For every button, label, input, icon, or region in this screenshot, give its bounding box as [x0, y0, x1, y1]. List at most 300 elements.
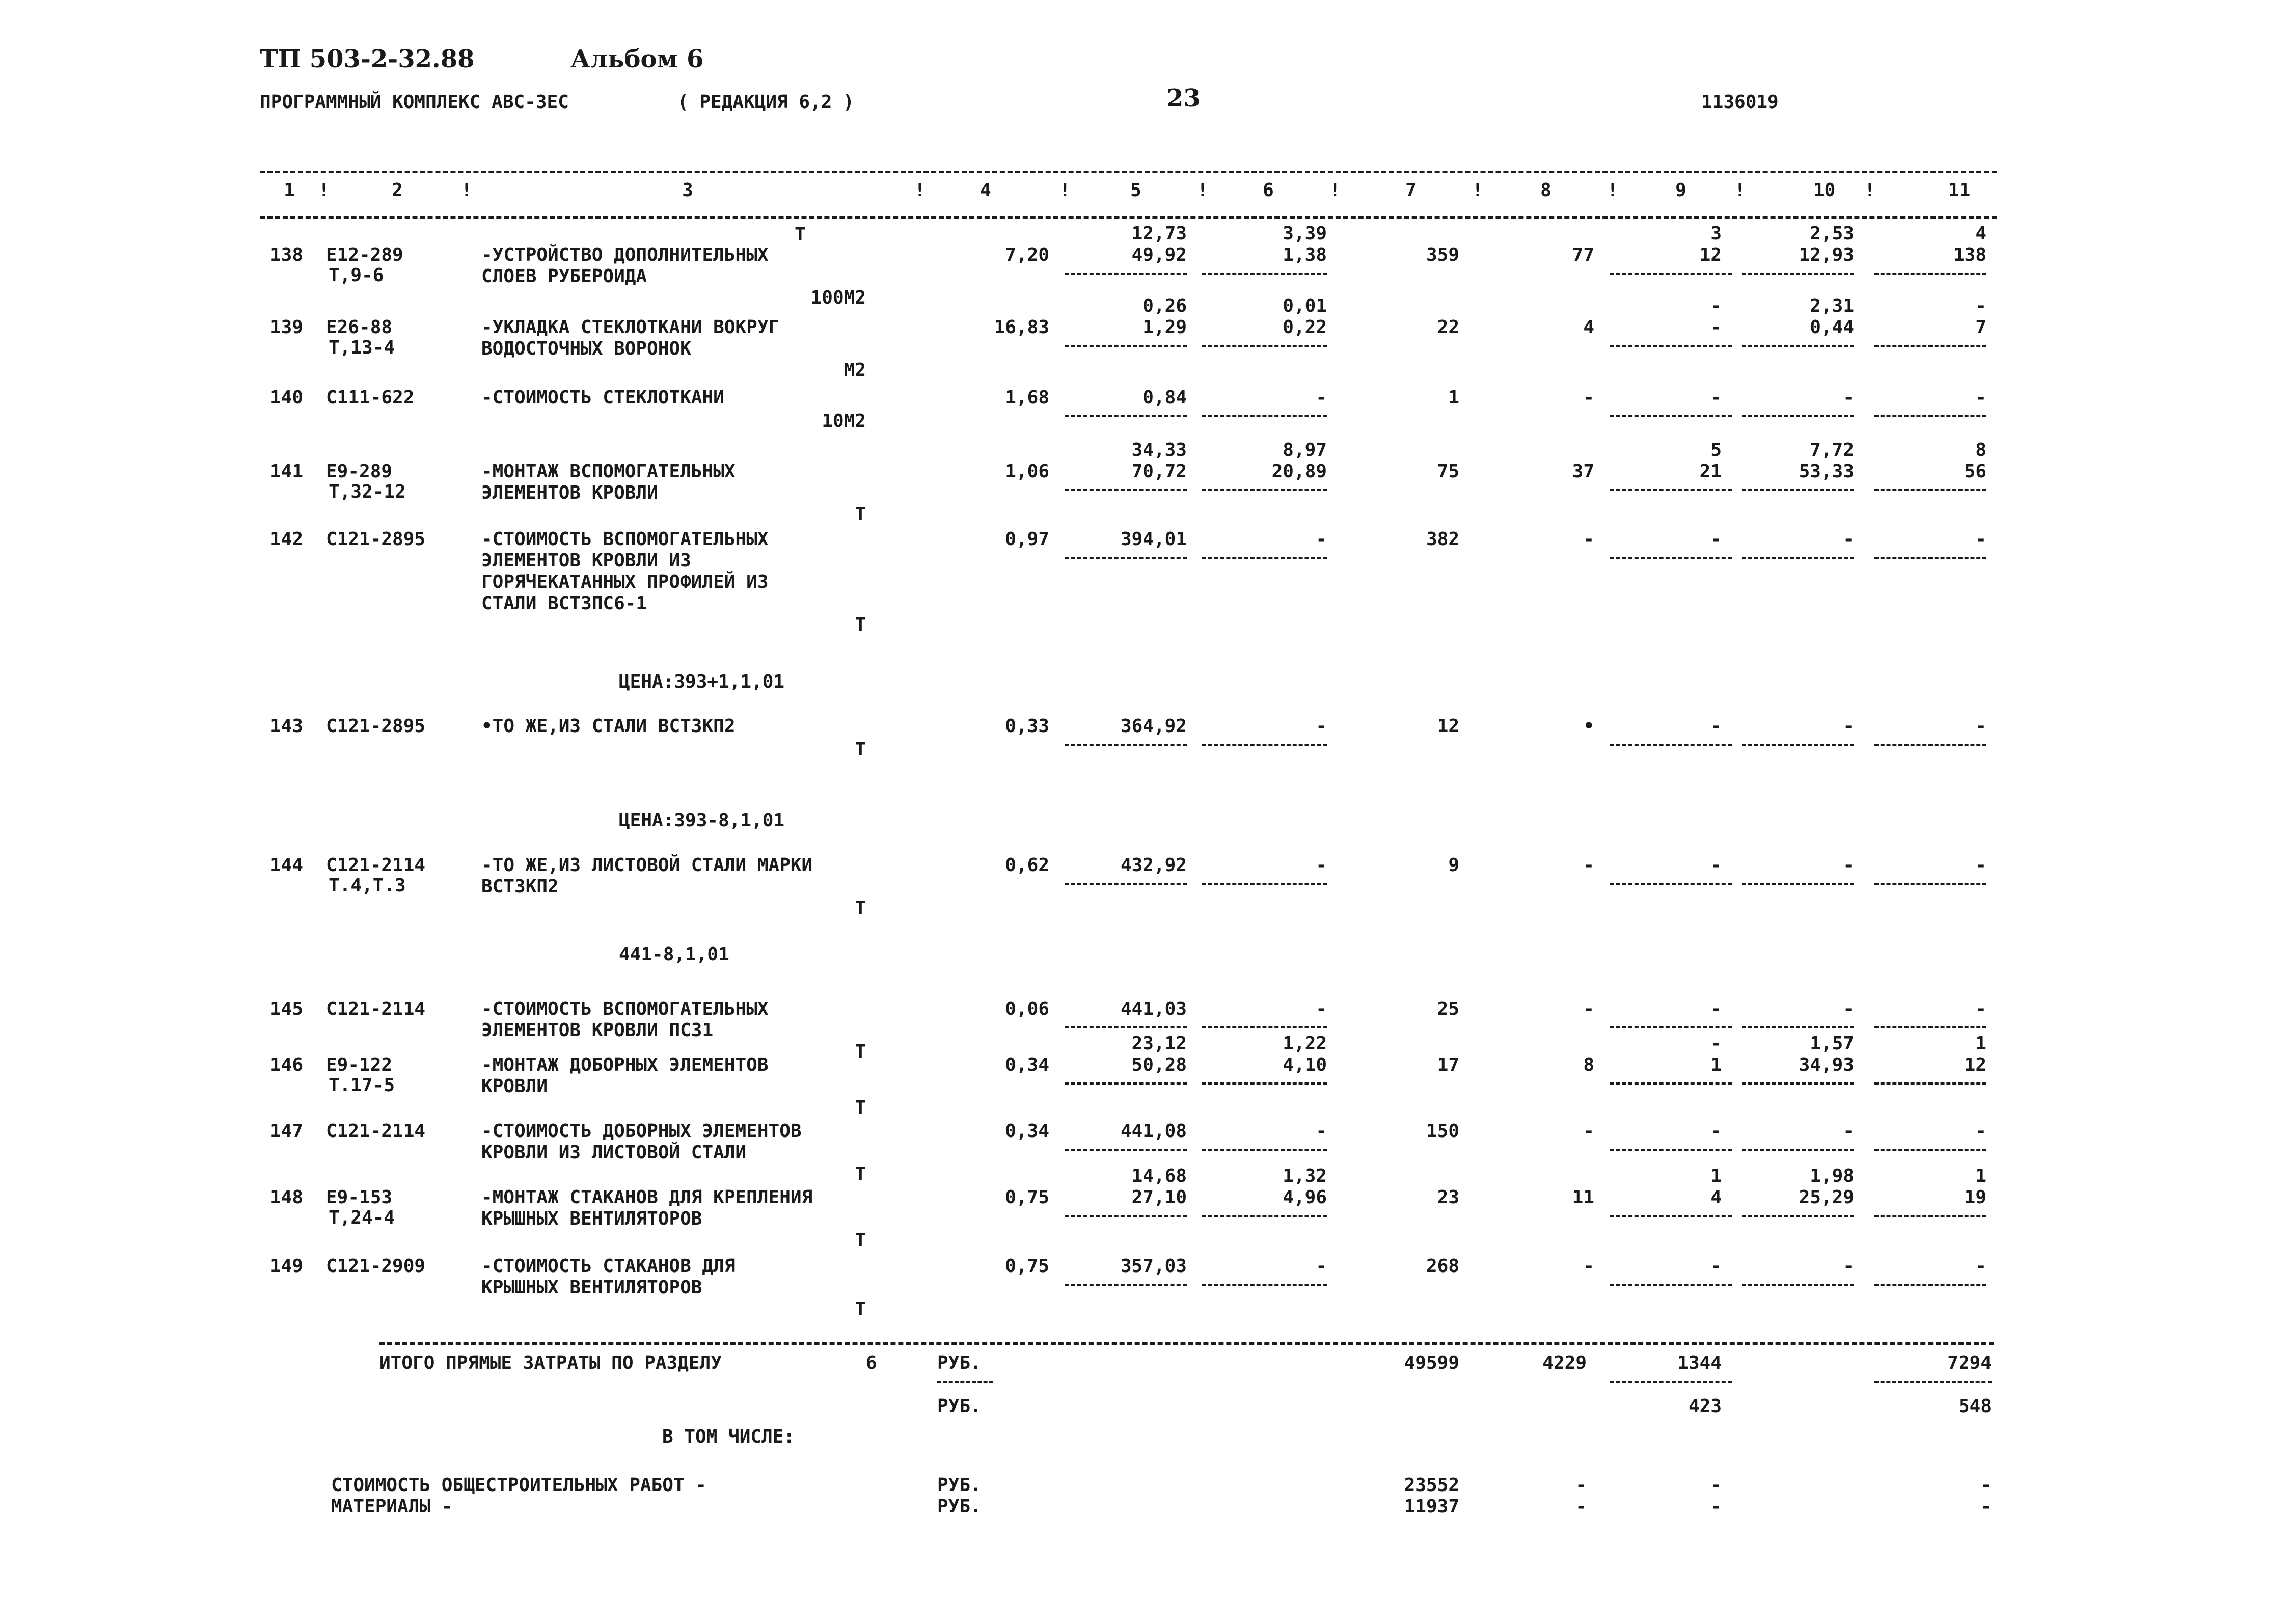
currency-label: РУБ. [937, 1396, 982, 1417]
summary-item-dash: - [1710, 1475, 1722, 1496]
page-number: 23 [1166, 84, 1201, 113]
labor-unit: - [1843, 529, 1854, 550]
quantity: 0,75 [1005, 1187, 1049, 1208]
summary-labor-sub: 548 [1958, 1396, 1992, 1417]
row-number: 141 [270, 461, 304, 482]
unit-price-wages: 23,12 [1131, 1033, 1187, 1054]
value-underline [1610, 557, 1732, 559]
machine-wages-sub: 5 [1710, 440, 1722, 461]
labor-unit: - [1843, 716, 1854, 737]
row-description: СЛОЕВ РУБЕРОИДА [481, 266, 647, 287]
summary-item-dash: - [1980, 1475, 1992, 1496]
unit-of-measure: Т [855, 1230, 866, 1251]
labor-total: - [1975, 855, 1986, 876]
row-number: 140 [270, 387, 304, 408]
machine-cost: 1,38 [1283, 245, 1327, 265]
machine-wages: - [1710, 317, 1722, 338]
total-cost: 382 [1426, 529, 1459, 550]
total-cost: 268 [1426, 1256, 1459, 1277]
value-underline [1065, 883, 1187, 885]
value-underline [1202, 415, 1327, 417]
labor-total: - [1975, 998, 1986, 1019]
total-cost: 23 [1437, 1187, 1459, 1208]
labor-total: - [1975, 1256, 1986, 1277]
value-underline [1742, 489, 1854, 491]
labor-unit: - [1843, 1121, 1854, 1142]
row-number: 144 [270, 855, 304, 876]
column-separator: ! [1734, 180, 1746, 201]
value-underline [1874, 1149, 1986, 1151]
value-underline [1610, 744, 1732, 746]
row-number: 138 [270, 245, 304, 265]
value-underline [1610, 345, 1732, 347]
row-number: 142 [270, 529, 304, 550]
unit-price: 441,08 [1120, 1121, 1187, 1142]
norm-table-ref: Т,13-4 [329, 337, 395, 358]
value-underline [1874, 1284, 1986, 1286]
norm-code: С121-2895 [326, 716, 426, 737]
value-underline [1610, 415, 1732, 417]
section-number: 6 [866, 1352, 877, 1373]
machine-wages-unit: 1,32 [1283, 1166, 1327, 1186]
labor-total: 138 [1953, 245, 1986, 265]
value-underline [1202, 883, 1327, 885]
value-underline [1874, 1381, 1992, 1383]
value-underline [1610, 1215, 1732, 1217]
price-note: 441-8,1,01 [619, 944, 729, 965]
quantity: 1,06 [1005, 461, 1049, 482]
value-underline [1065, 557, 1187, 559]
doc-code: ТП 503-2-32.88 [260, 45, 475, 73]
total-cost: 9 [1448, 855, 1459, 876]
labor-total: 7 [1975, 317, 1986, 338]
unit-of-measure: М2 [843, 360, 866, 381]
machine-wages-sub: - [1710, 295, 1722, 316]
labor-unit-sub: 2,53 [1810, 223, 1854, 244]
labor-total: - [1975, 716, 1986, 737]
norm-table-ref: Т,24-4 [329, 1207, 395, 1228]
summary-item-unit: РУБ. [937, 1475, 982, 1496]
machine-cost: - [1316, 1256, 1327, 1277]
norm-code: Е9-153 [326, 1187, 393, 1208]
row-description: -МОНТАЖ СТАКАНОВ ДЛЯ КРЕПЛЕНИЯ [481, 1187, 813, 1208]
table-top-rule [260, 171, 1997, 173]
machine-cost: 4,10 [1283, 1054, 1327, 1075]
row-description: -СТОИМОСТЬ ВСПОМОГАТЕЛЬНЫХ [481, 998, 769, 1019]
row-number: 143 [270, 716, 304, 737]
value-underline [1610, 1082, 1732, 1085]
value-underline [1742, 1149, 1854, 1151]
in-that-label: В ТОМ ЧИСЛЕ: [662, 1426, 795, 1447]
unit-of-measure: Т [855, 1163, 866, 1184]
unit-of-measure: Т [855, 1041, 866, 1062]
total-cost: 150 [1426, 1121, 1459, 1142]
value-underline [1742, 273, 1854, 275]
labor-unit: - [1843, 1256, 1854, 1277]
value-underline [1202, 1082, 1327, 1085]
labor-total: - [1975, 387, 1986, 408]
machine-cost: - [1316, 529, 1327, 550]
value-underline [1874, 415, 1986, 417]
row-description: КРОВЛИ ИЗ ЛИСТОВОЙ СТАЛИ [481, 1142, 747, 1163]
machine-wages: 12 [1699, 245, 1722, 265]
row-description: •ТО ЖЕ,ИЗ СТАЛИ ВСТ3КП2 [481, 716, 736, 737]
labor-total-sub: 4 [1975, 223, 1986, 244]
row-description: -МОНТАЖ ДОБОРНЫХ ЭЛЕМЕНТОВ [481, 1054, 769, 1075]
unit-of-measure: Т [855, 739, 866, 760]
unit-price: 441,03 [1120, 998, 1187, 1019]
quantity: 1,68 [1005, 387, 1049, 408]
row-description: ВСТ3КП2 [481, 876, 559, 897]
norm-code: Е12-289 [326, 245, 403, 265]
currency-underline [937, 1381, 993, 1383]
labor-total: 19 [1964, 1187, 1986, 1208]
column-header-7: 7 [1405, 180, 1417, 201]
row-description: -СТОИМОСТЬ ДОБОРНЫХ ЭЛЕМЕНТОВ [481, 1121, 802, 1142]
value-underline [1610, 273, 1732, 275]
norm-code: С121-2895 [326, 529, 426, 550]
labor-total-sub: - [1975, 295, 1986, 316]
quantity: 7,20 [1005, 245, 1049, 265]
price-note: ЦЕНА:393-8,1,01 [619, 810, 785, 831]
row-description: КРЫШНЫХ ВЕНТИЛЯТОРОВ [481, 1208, 702, 1229]
machine-wages: - [1710, 1121, 1722, 1142]
total-cost: 12 [1437, 716, 1459, 737]
column-separator: ! [1059, 180, 1071, 201]
summary-machine-wages-sub: 423 [1688, 1396, 1722, 1417]
value-underline [1874, 1082, 1986, 1085]
unit-price-wages: 12,73 [1131, 223, 1187, 244]
quantity: 0,97 [1005, 529, 1049, 550]
norm-code: С121-2909 [326, 1256, 426, 1277]
total-cost: 25 [1437, 998, 1459, 1019]
value-underline [1874, 1215, 1986, 1217]
machine-cost: - [1316, 387, 1327, 408]
labor-total-sub: 1 [1975, 1033, 1986, 1054]
row-number: 139 [270, 317, 304, 338]
value-underline [1065, 1082, 1187, 1085]
row-number: 146 [270, 1054, 304, 1075]
column-separator: ! [318, 180, 330, 201]
value-underline [1874, 883, 1986, 885]
unit-price-wages: 34,33 [1131, 440, 1187, 461]
value-underline [1742, 1026, 1854, 1028]
unit-price: 0,84 [1142, 387, 1187, 408]
price-note: ЦЕНА:393+1,1,01 [619, 671, 785, 692]
column-separator: ! [461, 180, 472, 201]
value-underline [1065, 345, 1187, 347]
value-underline [1202, 1215, 1327, 1217]
value-underline [1065, 1026, 1187, 1028]
summary-item-value: 23552 [1404, 1475, 1459, 1496]
column-header-8: 8 [1540, 180, 1552, 201]
machine-cost: - [1316, 998, 1327, 1019]
row-description: ГОРЯЧЕКАТАННЫХ ПРОФИЛЕЙ ИЗ [481, 572, 769, 592]
value-underline [1610, 883, 1732, 885]
unit-price: 394,01 [1120, 529, 1187, 550]
machine-wages: 4 [1710, 1187, 1722, 1208]
total-cost: 1 [1448, 387, 1459, 408]
machine-wages: - [1710, 716, 1722, 737]
labor-unit: - [1843, 998, 1854, 1019]
wages-total: 77 [1572, 245, 1594, 265]
value-underline [1610, 489, 1732, 491]
machine-wages: - [1710, 855, 1722, 876]
value-underline [1202, 1149, 1327, 1151]
wages-total: 8 [1583, 1054, 1594, 1075]
machine-wages-unit: 0,01 [1283, 295, 1327, 316]
summary-item-dash: - [1575, 1496, 1587, 1517]
unit-of-measure: 10М2 [822, 411, 866, 431]
wages-total: - [1583, 529, 1594, 550]
labor-total-sub: 1 [1975, 1166, 1986, 1186]
summary-item-dash: - [1575, 1475, 1587, 1496]
value-underline [1065, 273, 1187, 275]
quantity: 0,33 [1005, 716, 1049, 737]
norm-code: С121-2114 [326, 998, 426, 1019]
value-underline [1202, 744, 1327, 746]
machine-cost: 4,96 [1283, 1187, 1327, 1208]
program-name: ПРОГРАММНЫЙ КОМПЛЕКС АВС-ЗЕС [260, 92, 569, 113]
row-description: КРОВЛИ [481, 1076, 548, 1097]
machine-wages: - [1710, 1256, 1722, 1277]
total-label: ИТОГО ПРЯМЫЕ ЗАТРАТЫ ПО РАЗДЕЛУ [379, 1352, 722, 1373]
row-number: 147 [270, 1121, 304, 1142]
value-underline [1065, 1284, 1187, 1286]
row-number: 145 [270, 998, 304, 1019]
value-underline [1742, 1284, 1854, 1286]
value-underline [1742, 557, 1854, 559]
wages-total: 11 [1572, 1187, 1594, 1208]
column-separator: ! [914, 180, 926, 201]
machine-cost: - [1316, 1121, 1327, 1142]
row-description: -МОНТАЖ ВСПОМОГАТЕЛЬНЫХ [481, 461, 736, 482]
unit-price-wages: 0,26 [1142, 295, 1187, 316]
value-underline [1742, 744, 1854, 746]
unit-price-wages: 14,68 [1131, 1166, 1187, 1186]
norm-code: С111-622 [326, 387, 415, 408]
summary-labor: 7294 [1947, 1352, 1992, 1373]
column-separator: ! [1864, 180, 1875, 201]
norm-table-ref: Т,9-6 [329, 265, 384, 286]
value-underline [1874, 489, 1986, 491]
column-separator: ! [1197, 180, 1208, 201]
column-header-11: 11 [1948, 180, 1971, 201]
summary-rule [379, 1342, 1994, 1345]
value-underline [1874, 557, 1986, 559]
value-underline [1742, 1215, 1854, 1217]
wages-total: - [1583, 1121, 1594, 1142]
machine-cost: - [1316, 716, 1327, 737]
total-cost: 17 [1437, 1054, 1459, 1075]
labor-unit: 12,93 [1799, 245, 1854, 265]
unit-price: 357,03 [1120, 1256, 1187, 1277]
row-number: 148 [270, 1187, 304, 1208]
row-description: СТАЛИ ВСТ3ПС6-1 [481, 593, 647, 614]
norm-code: С121-2114 [326, 855, 426, 876]
summary-machine-wages: 1344 [1677, 1352, 1722, 1373]
value-underline [1202, 1284, 1327, 1286]
value-underline [1202, 489, 1327, 491]
value-underline [1874, 1026, 1986, 1028]
total-cost: 22 [1437, 317, 1459, 338]
labor-unit-sub: 7,72 [1810, 440, 1854, 461]
row-description: ВОДОСТОЧНЫХ ВОРОНОК [481, 338, 691, 359]
column-header-10: 10 [1813, 180, 1836, 201]
summary-item-label: СТОИМОСТЬ ОБЩЕСТРОИТЕЛЬНЫХ РАБОТ - [331, 1475, 706, 1496]
wages-total: • [1583, 716, 1594, 737]
summary-item-label: МАТЕРИАЛЫ - [331, 1496, 453, 1517]
value-underline [1202, 557, 1327, 559]
value-underline [1742, 883, 1854, 885]
value-underline [1610, 1149, 1732, 1151]
value-underline [1610, 1284, 1732, 1286]
wages-total: 4 [1583, 317, 1594, 338]
labor-unit: 25,29 [1799, 1187, 1854, 1208]
labor-unit-sub: 1,57 [1810, 1033, 1854, 1054]
row-number: 149 [270, 1256, 304, 1277]
table-header-rule [260, 216, 1997, 219]
machine-wages-unit: 3,39 [1283, 223, 1327, 244]
value-underline [1610, 1026, 1732, 1028]
column-header-3: 3 [682, 180, 693, 201]
labor-unit: - [1843, 855, 1854, 876]
value-underline [1065, 744, 1187, 746]
machine-wages: - [1710, 998, 1722, 1019]
column-separator: ! [1329, 180, 1341, 201]
value-underline [1742, 345, 1854, 347]
value-underline [1202, 273, 1327, 275]
wages-total: - [1583, 1256, 1594, 1277]
wages-total: 37 [1572, 461, 1594, 482]
machine-cost: 20,89 [1271, 461, 1327, 482]
value-underline [1065, 415, 1187, 417]
norm-code: Е9-122 [326, 1054, 393, 1075]
labor-total-sub: 8 [1975, 440, 1986, 461]
unit-of-measure: Т [855, 614, 866, 635]
machine-wages-sub: 3 [1710, 223, 1722, 244]
column-header-4: 4 [980, 180, 991, 201]
column-header-9: 9 [1675, 180, 1686, 201]
norm-table-ref: Т,32-12 [329, 481, 406, 502]
wages-total: - [1583, 855, 1594, 876]
quantity: 0,34 [1005, 1121, 1049, 1142]
row-description: -ТО ЖЕ,ИЗ ЛИСТОВОЙ СТАЛИ МАРКИ [481, 855, 813, 876]
row-description: ЭЛЕМЕНТОВ КРОВЛИ [481, 482, 658, 503]
labor-total: 12 [1964, 1054, 1986, 1075]
value-underline [1874, 345, 1986, 347]
labor-unit-sub: 1,98 [1810, 1166, 1854, 1186]
total-cost: 359 [1426, 245, 1459, 265]
unit-price: 432,92 [1120, 855, 1187, 876]
unit-price: 70,72 [1131, 461, 1187, 482]
quantity: 16,83 [994, 317, 1049, 338]
unit-price: 27,10 [1131, 1187, 1187, 1208]
row-description: -СТОИМОСТЬ ВСПОМОГАТЕЛЬНЫХ [481, 529, 769, 550]
machine-wages: - [1710, 387, 1722, 408]
machine-wages: 21 [1699, 461, 1722, 482]
currency-label: РУБ. [937, 1352, 982, 1373]
row-description: КРЫШНЫХ ВЕНТИЛЯТОРОВ [481, 1277, 702, 1298]
machine-wages-unit: 8,97 [1283, 440, 1327, 461]
machine-wages-unit: 1,22 [1283, 1033, 1327, 1054]
machine-wages: - [1710, 529, 1722, 550]
norm-table-ref: Т.17-5 [329, 1075, 395, 1096]
value-underline [1610, 1381, 1732, 1383]
labor-total: 56 [1964, 461, 1986, 482]
row-description: -УСТРОЙСТВО ДОПОЛНИТЕЛЬНЫХ [481, 245, 769, 265]
labor-unit: - [1843, 387, 1854, 408]
summary-item-unit: РУБ. [937, 1496, 982, 1517]
labor-unit: 0,44 [1810, 317, 1854, 338]
column-header-2: 2 [392, 180, 403, 201]
value-underline [1742, 1082, 1854, 1085]
row-description: ЭЛЕМЕНТОВ КРОВЛИ ПС31 [481, 1020, 714, 1041]
unit-of-measure: Т [855, 898, 866, 918]
unit-price: 50,28 [1131, 1054, 1187, 1075]
column-header-6: 6 [1263, 180, 1274, 201]
labor-unit: 53,33 [1799, 461, 1854, 482]
unit-price: 364,92 [1120, 716, 1187, 737]
column-header-5: 5 [1130, 180, 1141, 201]
row-description: -СТОИМОСТЬ СТАКАНОВ ДЛЯ [481, 1256, 736, 1277]
unit-marker: Т [795, 224, 806, 245]
summary-item-dash: - [1710, 1496, 1722, 1517]
machine-wages: 1 [1710, 1054, 1722, 1075]
edition-label: ( РЕДАКЦИЯ 6,2 ) [677, 92, 854, 113]
labor-unit: 34,93 [1799, 1054, 1854, 1075]
machine-wages-sub: - [1710, 1033, 1722, 1054]
norm-code: Е26-88 [326, 317, 393, 338]
unit-price: 1,29 [1142, 317, 1187, 338]
unit-of-measure: Т [855, 1097, 866, 1118]
quantity: 0,75 [1005, 1256, 1049, 1277]
machine-cost: 0,22 [1283, 317, 1327, 338]
unit-price: 49,92 [1131, 245, 1187, 265]
norm-table-ref: Т.4,Т.3 [329, 875, 406, 896]
value-underline [1874, 273, 1986, 275]
quantity: 0,06 [1005, 998, 1049, 1019]
wages-total: - [1583, 387, 1594, 408]
column-header-1: 1 [284, 180, 295, 201]
column-separator: ! [1472, 180, 1483, 201]
album-label: Альбом 6 [570, 45, 704, 73]
summary-item-value: 11937 [1404, 1496, 1459, 1517]
row-description: -УКЛАДКА СТЕКЛОТКАНИ ВОКРУГ [481, 317, 780, 338]
value-underline [1202, 345, 1327, 347]
summary-item-dash: - [1980, 1496, 1992, 1517]
value-underline [1202, 1026, 1327, 1028]
value-underline [1065, 1215, 1187, 1217]
row-description: -СТОИМОСТЬ СТЕКЛОТКАНИ [481, 387, 724, 408]
quantity: 0,34 [1005, 1054, 1049, 1075]
value-underline [1874, 744, 1986, 746]
unit-of-measure: 100М2 [810, 287, 866, 308]
norm-code: С121-2114 [326, 1121, 426, 1142]
sheet-code: 1136019 [1701, 92, 1779, 113]
value-underline [1742, 415, 1854, 417]
unit-of-measure: Т [855, 504, 866, 525]
total-cost: 75 [1437, 461, 1459, 482]
column-separator: ! [1607, 180, 1618, 201]
unit-of-measure: Т [855, 1298, 866, 1319]
machine-wages-sub: 1 [1710, 1166, 1722, 1186]
labor-total: - [1975, 1121, 1986, 1142]
quantity: 0,62 [1005, 855, 1049, 876]
summary-total: 49599 [1404, 1352, 1459, 1373]
value-underline [1065, 489, 1187, 491]
wages-total: - [1583, 998, 1594, 1019]
